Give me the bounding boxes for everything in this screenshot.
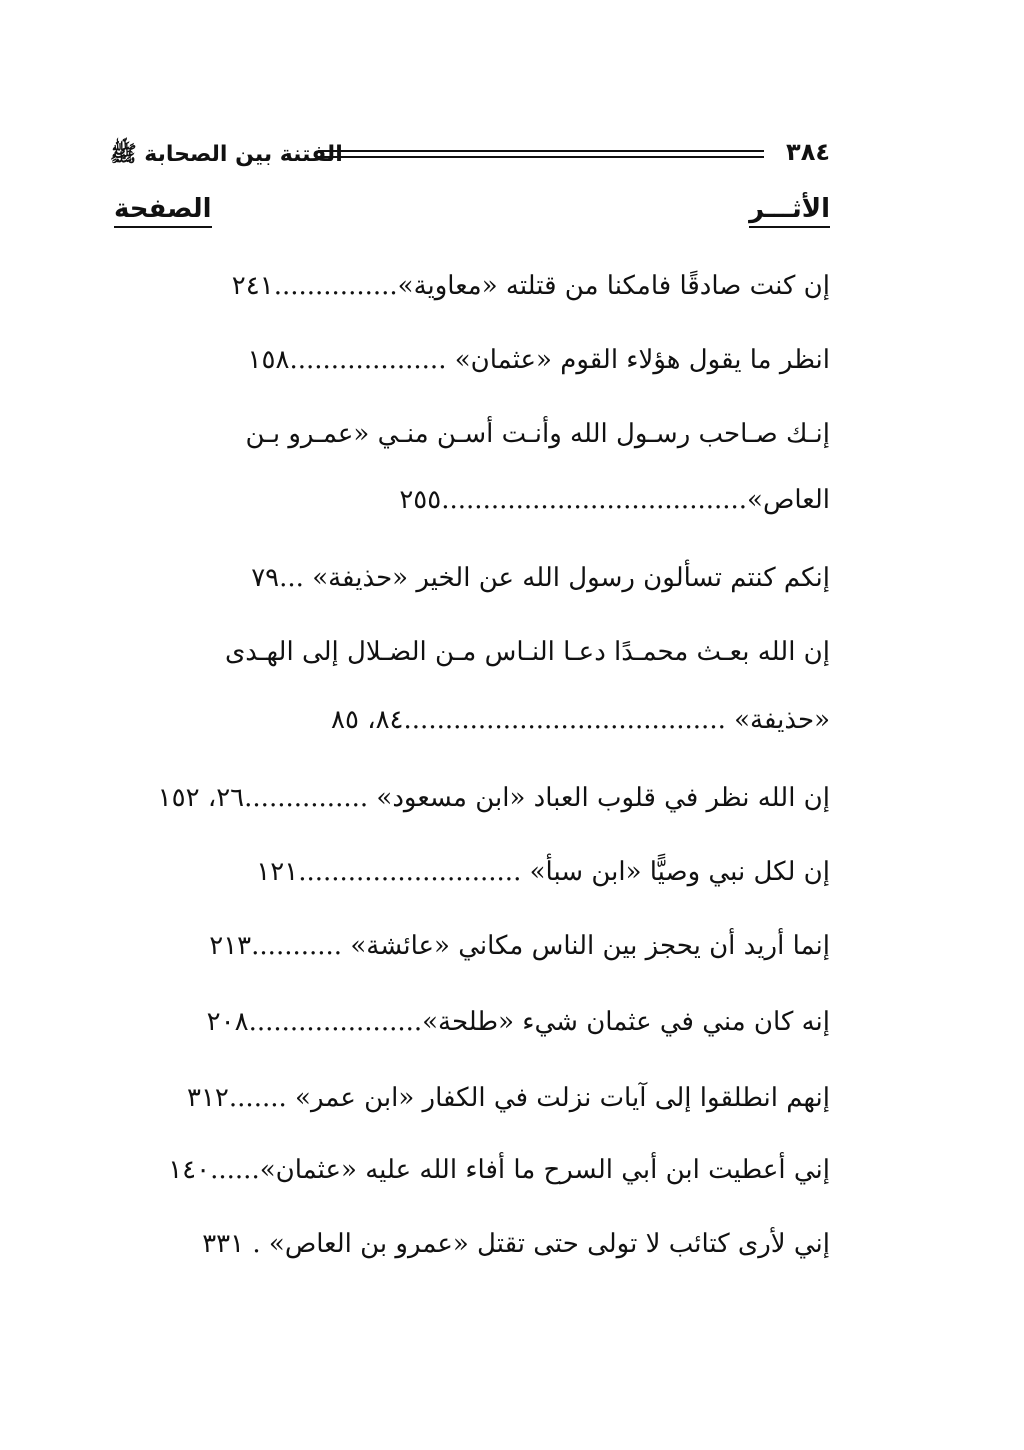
- leader-dots: ...............: [273, 271, 398, 301]
- entry-text: إنه كان مني في عثمان شيء «طلحة»: [422, 1007, 830, 1037]
- entry-text: «حذيفة»: [725, 705, 830, 735]
- index-entry: [202, 1224, 830, 1264]
- index-entry: [248, 340, 830, 380]
- entry-text: إنما أريد أن يحجز بين الناس مكاني «عائشة»: [342, 931, 830, 961]
- index-entry: [187, 1078, 830, 1118]
- leader-dots: ......: [210, 1155, 260, 1185]
- entry-text: إن لكل نبي وصيًّا «ابن سبأ»: [521, 857, 830, 887]
- index-entry: [245, 414, 830, 454]
- entry-page: ٢٥٥: [399, 485, 442, 515]
- entry-page: ٨٤، ٨٥: [331, 705, 404, 735]
- leader-dots: .: [244, 1229, 261, 1259]
- index-entry: [232, 266, 830, 306]
- entry-page: ٢١٣: [209, 931, 252, 961]
- entry-text: انظر ما يقول هؤلاء القوم «عثمان»: [446, 345, 830, 375]
- entry-page: ٢٠٨: [206, 1007, 249, 1037]
- book-title: الفتنة بين الصحابة ﷺ: [110, 142, 343, 167]
- leader-dots: .....................: [248, 1007, 423, 1037]
- leader-dots: .......: [228, 1083, 287, 1113]
- running-header: [110, 136, 830, 176]
- leader-dots: .......................................: [403, 705, 726, 735]
- index-entry: [225, 632, 830, 672]
- entry-page: ٣٣١: [202, 1229, 245, 1259]
- page-number: ٣٨٤: [786, 138, 830, 166]
- index-entry: [209, 926, 830, 966]
- leader-dots: ...........: [251, 931, 343, 961]
- entry-text: العاص»: [747, 485, 830, 515]
- entry-text: إني أعطيت ابن أبي السرح ما أفاء الله عليه «عثمان»: [259, 1155, 830, 1185]
- entry-text: إنـك صـاحب رسـول الله وأنـت أسـن منـي «عمـرو بـن: [245, 419, 830, 449]
- entry-text: إنهم انطلقوا إلى آيات نزلت في الكفار «ابن عمر»: [286, 1083, 830, 1113]
- index-entry: [158, 778, 830, 818]
- header-rule: [318, 150, 764, 158]
- athar-column-heading: الأثـــر: [749, 194, 830, 228]
- index-entry: [251, 558, 830, 598]
- leader-dots: .....................................: [441, 485, 748, 515]
- entry-page: ١٢١: [256, 857, 299, 887]
- leader-dots: ...................: [289, 345, 447, 375]
- index-entry: [256, 852, 830, 892]
- entry-text: إن كنت صادقًا فامكنا من قتلته «معاوية»: [397, 271, 830, 301]
- entry-page: ٢٦، ١٥٢: [157, 783, 245, 813]
- page-column-heading: الصفحة: [114, 194, 212, 228]
- entry-page: ١٥٨: [247, 345, 290, 375]
- index-entry: [168, 1150, 830, 1190]
- entry-text: إنكم كنتم تسألون رسول الله عن الخير «حذيفة»: [303, 563, 830, 593]
- index-entry-continuation: [399, 480, 830, 520]
- entry-page: ٣١٢: [187, 1083, 229, 1113]
- index-entry-continuation: [331, 700, 830, 740]
- entry-page: ١٤٠: [168, 1155, 211, 1185]
- leader-dots: ...: [279, 563, 304, 593]
- entry-page: ٧٩: [251, 563, 280, 593]
- index-entry: [207, 1002, 830, 1042]
- entry-text: إني لأرى كتائب لا تولى حتى تقتل «عمرو بن العاص»: [260, 1229, 830, 1259]
- entry-page: ٢٤١: [231, 271, 274, 301]
- entry-text: إن الله نظر في قلوب العباد «ابن مسعود»: [368, 783, 830, 813]
- leader-dots: ...............: [244, 783, 369, 813]
- leader-dots: ...........................: [298, 857, 522, 887]
- entry-text: إن الله بعـث محمـدًا دعـا النـاس مـن الضـلال إلى الهـدى: [224, 637, 830, 667]
